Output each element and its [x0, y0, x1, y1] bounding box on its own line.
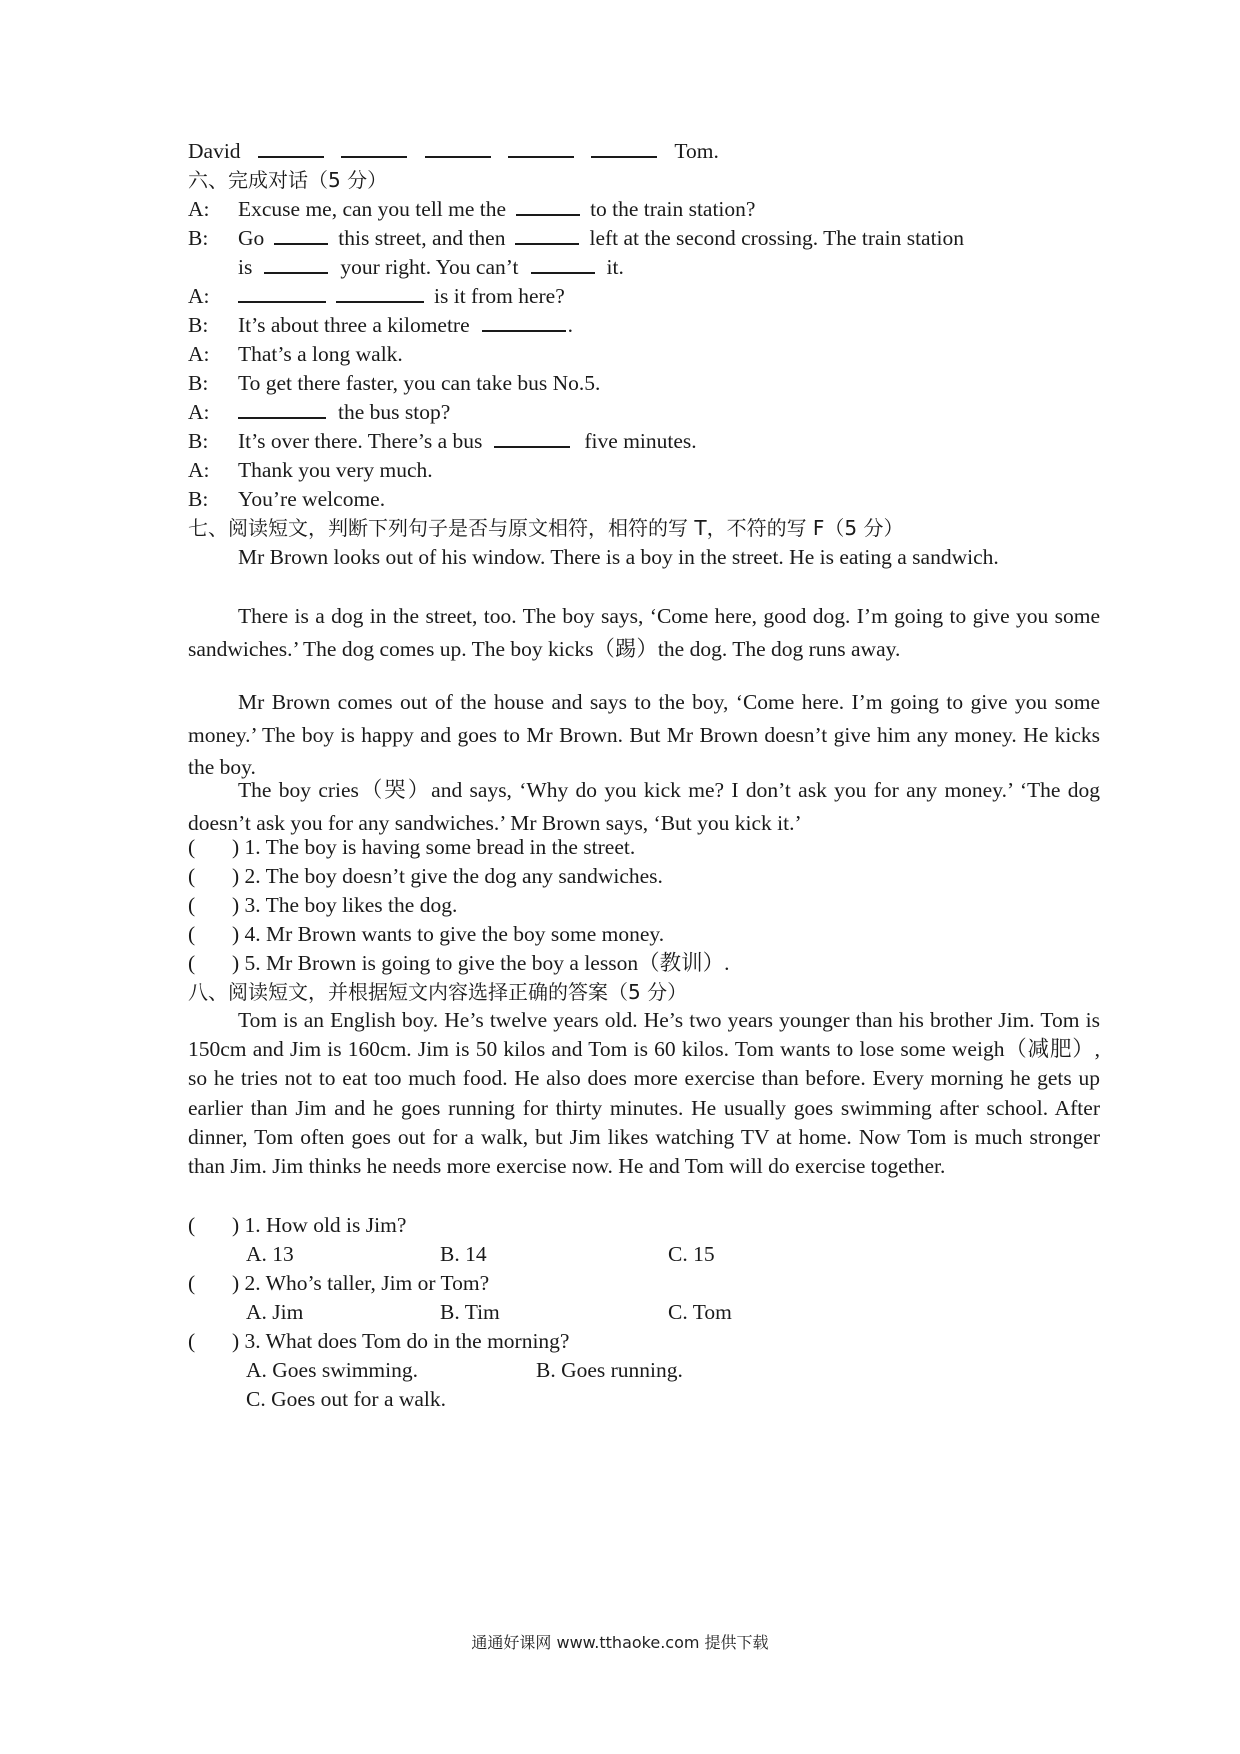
speaker-label: A:	[188, 197, 210, 221]
answer-blank[interactable]	[494, 428, 570, 448]
passage-paragraph: Mr Brown looks out of his window. There is a boy in the street. He is eating a sandwich.	[238, 545, 999, 569]
dialogue-text: it.	[606, 255, 624, 279]
passage-paragraph: The boy cries（哭）and says, ‘Why do you kick me? I don’t ask you for any money.’ ‘The dog doesn’t ask you for any sandwiches.’ Mr Brown says, ‘But you kick it.’	[188, 778, 1100, 835]
answer-blank[interactable]	[238, 399, 326, 419]
answer-blank[interactable]	[531, 254, 595, 274]
section7-heading: 七、阅读短文，判断下列句子是否与原文相符，相符的写 T，不符的写 F（5 分）	[188, 516, 904, 540]
answer-blank[interactable]	[516, 196, 580, 216]
dialogue-text: It’s over there. There’s a bus	[238, 429, 483, 453]
answer-blank[interactable]	[336, 283, 424, 303]
speaker-label: A:	[188, 284, 210, 308]
answer-paren[interactable]: (	[188, 835, 196, 859]
answer-paren[interactable]: (	[188, 1271, 196, 1295]
option-a[interactable]: A. 13	[246, 1242, 294, 1266]
passage-paragraph: There is a dog in the street, too. The boy says, ‘Come here, good dog. I’m going to give you some sandwiches.’ The dog comes up. The boy kicks（踢）the dog. The dog runs away.	[188, 604, 1100, 661]
option-c[interactable]: C. Tom	[668, 1300, 732, 1324]
dialogue-text: Go	[238, 226, 265, 250]
answer-blank[interactable]	[238, 283, 326, 303]
dialogue-text: your right. You can’t	[340, 255, 519, 279]
question-text: ) 2. The boy doesn’t give the dog any sandwiches.	[232, 864, 663, 888]
answer-paren[interactable]: (	[188, 1329, 196, 1353]
option-b[interactable]: B. Goes running.	[536, 1358, 683, 1382]
speaker-label: A:	[188, 400, 210, 424]
dialogue-text: this street, and then	[338, 226, 506, 250]
question-text: ) 4. Mr Brown wants to give the boy some money.	[232, 922, 665, 946]
speaker-label: B:	[188, 487, 209, 511]
answer-blank[interactable]	[341, 138, 407, 158]
question-text: ) 1. The boy is having some bread in the street.	[232, 835, 636, 859]
passage-paragraph: Tom is an English boy. He’s twelve years old. He’s two years younger than his brother Jim. Tom is 150cm and Jim is 160cm. Jim is 50 kilos and Tom is 60 kilos. Tom wants to lose some weigh（减肥）, so he tries not to eat too much food. He also does more exercise than before. Every morning he gets up earlier than Jim and he goes running for thirty minutes. He usually goes swimming after school. After dinner, Tom often goes out for a walk, but Jim likes watching TV at home. Now Tom is much stronger than Jim. Jim thinks he needs more exercise now. He and Tom will do exercise together.	[188, 1008, 1100, 1179]
answer-paren[interactable]: (	[188, 864, 196, 888]
speaker-label: B:	[188, 313, 209, 337]
option-a[interactable]: A. Goes swimming.	[246, 1358, 418, 1382]
speaker-label: A:	[188, 458, 210, 482]
answer-blank[interactable]	[425, 138, 491, 158]
option-b[interactable]: B. Tim	[440, 1300, 500, 1324]
dialogue-text: five minutes.	[584, 429, 697, 453]
dialogue-text: left at the second crossing. The train station	[589, 226, 965, 250]
question-text: ) 3. The boy likes the dog.	[232, 893, 458, 917]
answer-blank[interactable]	[274, 225, 328, 245]
section8-heading: 八、阅读短文，并根据短文内容选择正确的答案（5 分）	[188, 980, 688, 1004]
option-b[interactable]: B. 14	[440, 1242, 487, 1266]
dialogue-text: That’s a long walk.	[238, 342, 403, 366]
option-c[interactable]: C. Goes out for a walk.	[246, 1387, 447, 1411]
passage-paragraph: Mr Brown comes out of the house and says to the boy, ‘Come here. I’m going to give you some money.’ The boy is happy and goes to Mr Brown. But Mr Brown doesn’t give him any money. He kicks the boy.	[188, 690, 1100, 780]
dialogue-text: the bus stop?	[338, 400, 451, 424]
answer-blank[interactable]	[258, 138, 324, 158]
dialogue-text: To get there faster, you can take bus No.5.	[238, 371, 601, 395]
section6-heading: 六、完成对话（5 分）	[188, 168, 388, 192]
speaker-label: B:	[188, 226, 209, 250]
dialogue-text: It’s about three a kilometre	[238, 313, 470, 337]
dialogue-text: is	[238, 255, 253, 279]
speaker-label: B:	[188, 371, 209, 395]
question-text: ) 1. How old is Jim?	[232, 1213, 407, 1237]
dialogue-text: is it from here?	[434, 284, 565, 308]
dialogue-text: You’re welcome.	[238, 487, 386, 511]
answer-paren[interactable]: (	[188, 922, 196, 946]
david-blank-line	[188, 136, 719, 166]
footer-credit: 通通好课网 www.tthaoke.com 提供下载	[471, 1633, 769, 1652]
answer-blank[interactable]	[482, 312, 566, 332]
question-text: ) 5. Mr Brown is going to give the boy a lesson（教训）.	[232, 951, 730, 975]
question-text: ) 2. Who’s taller, Jim or Tom?	[232, 1271, 490, 1295]
question-text: ) 3. What does Tom do in the morning?	[232, 1329, 570, 1353]
dialogue-text: .	[567, 313, 574, 337]
dialogue-text: to the train station?	[590, 197, 756, 221]
answer-blank[interactable]	[515, 225, 579, 245]
option-c[interactable]: C. 15	[668, 1242, 715, 1266]
option-a[interactable]: A. Jim	[246, 1300, 304, 1324]
answer-paren[interactable]: (	[188, 951, 196, 975]
answer-blank[interactable]	[264, 254, 328, 274]
dialogue-text: Thank you very much.	[238, 458, 433, 482]
dialogue-text: Excuse me, can you tell me the	[238, 197, 507, 221]
answer-paren[interactable]: (	[188, 1213, 196, 1237]
answer-blank[interactable]	[508, 138, 574, 158]
answer-blank[interactable]	[591, 138, 657, 158]
david-label: David	[188, 139, 241, 163]
tom-label: Tom.	[674, 139, 719, 163]
speaker-label: A:	[188, 342, 210, 366]
speaker-label: B:	[188, 429, 209, 453]
answer-paren[interactable]: (	[188, 893, 196, 917]
